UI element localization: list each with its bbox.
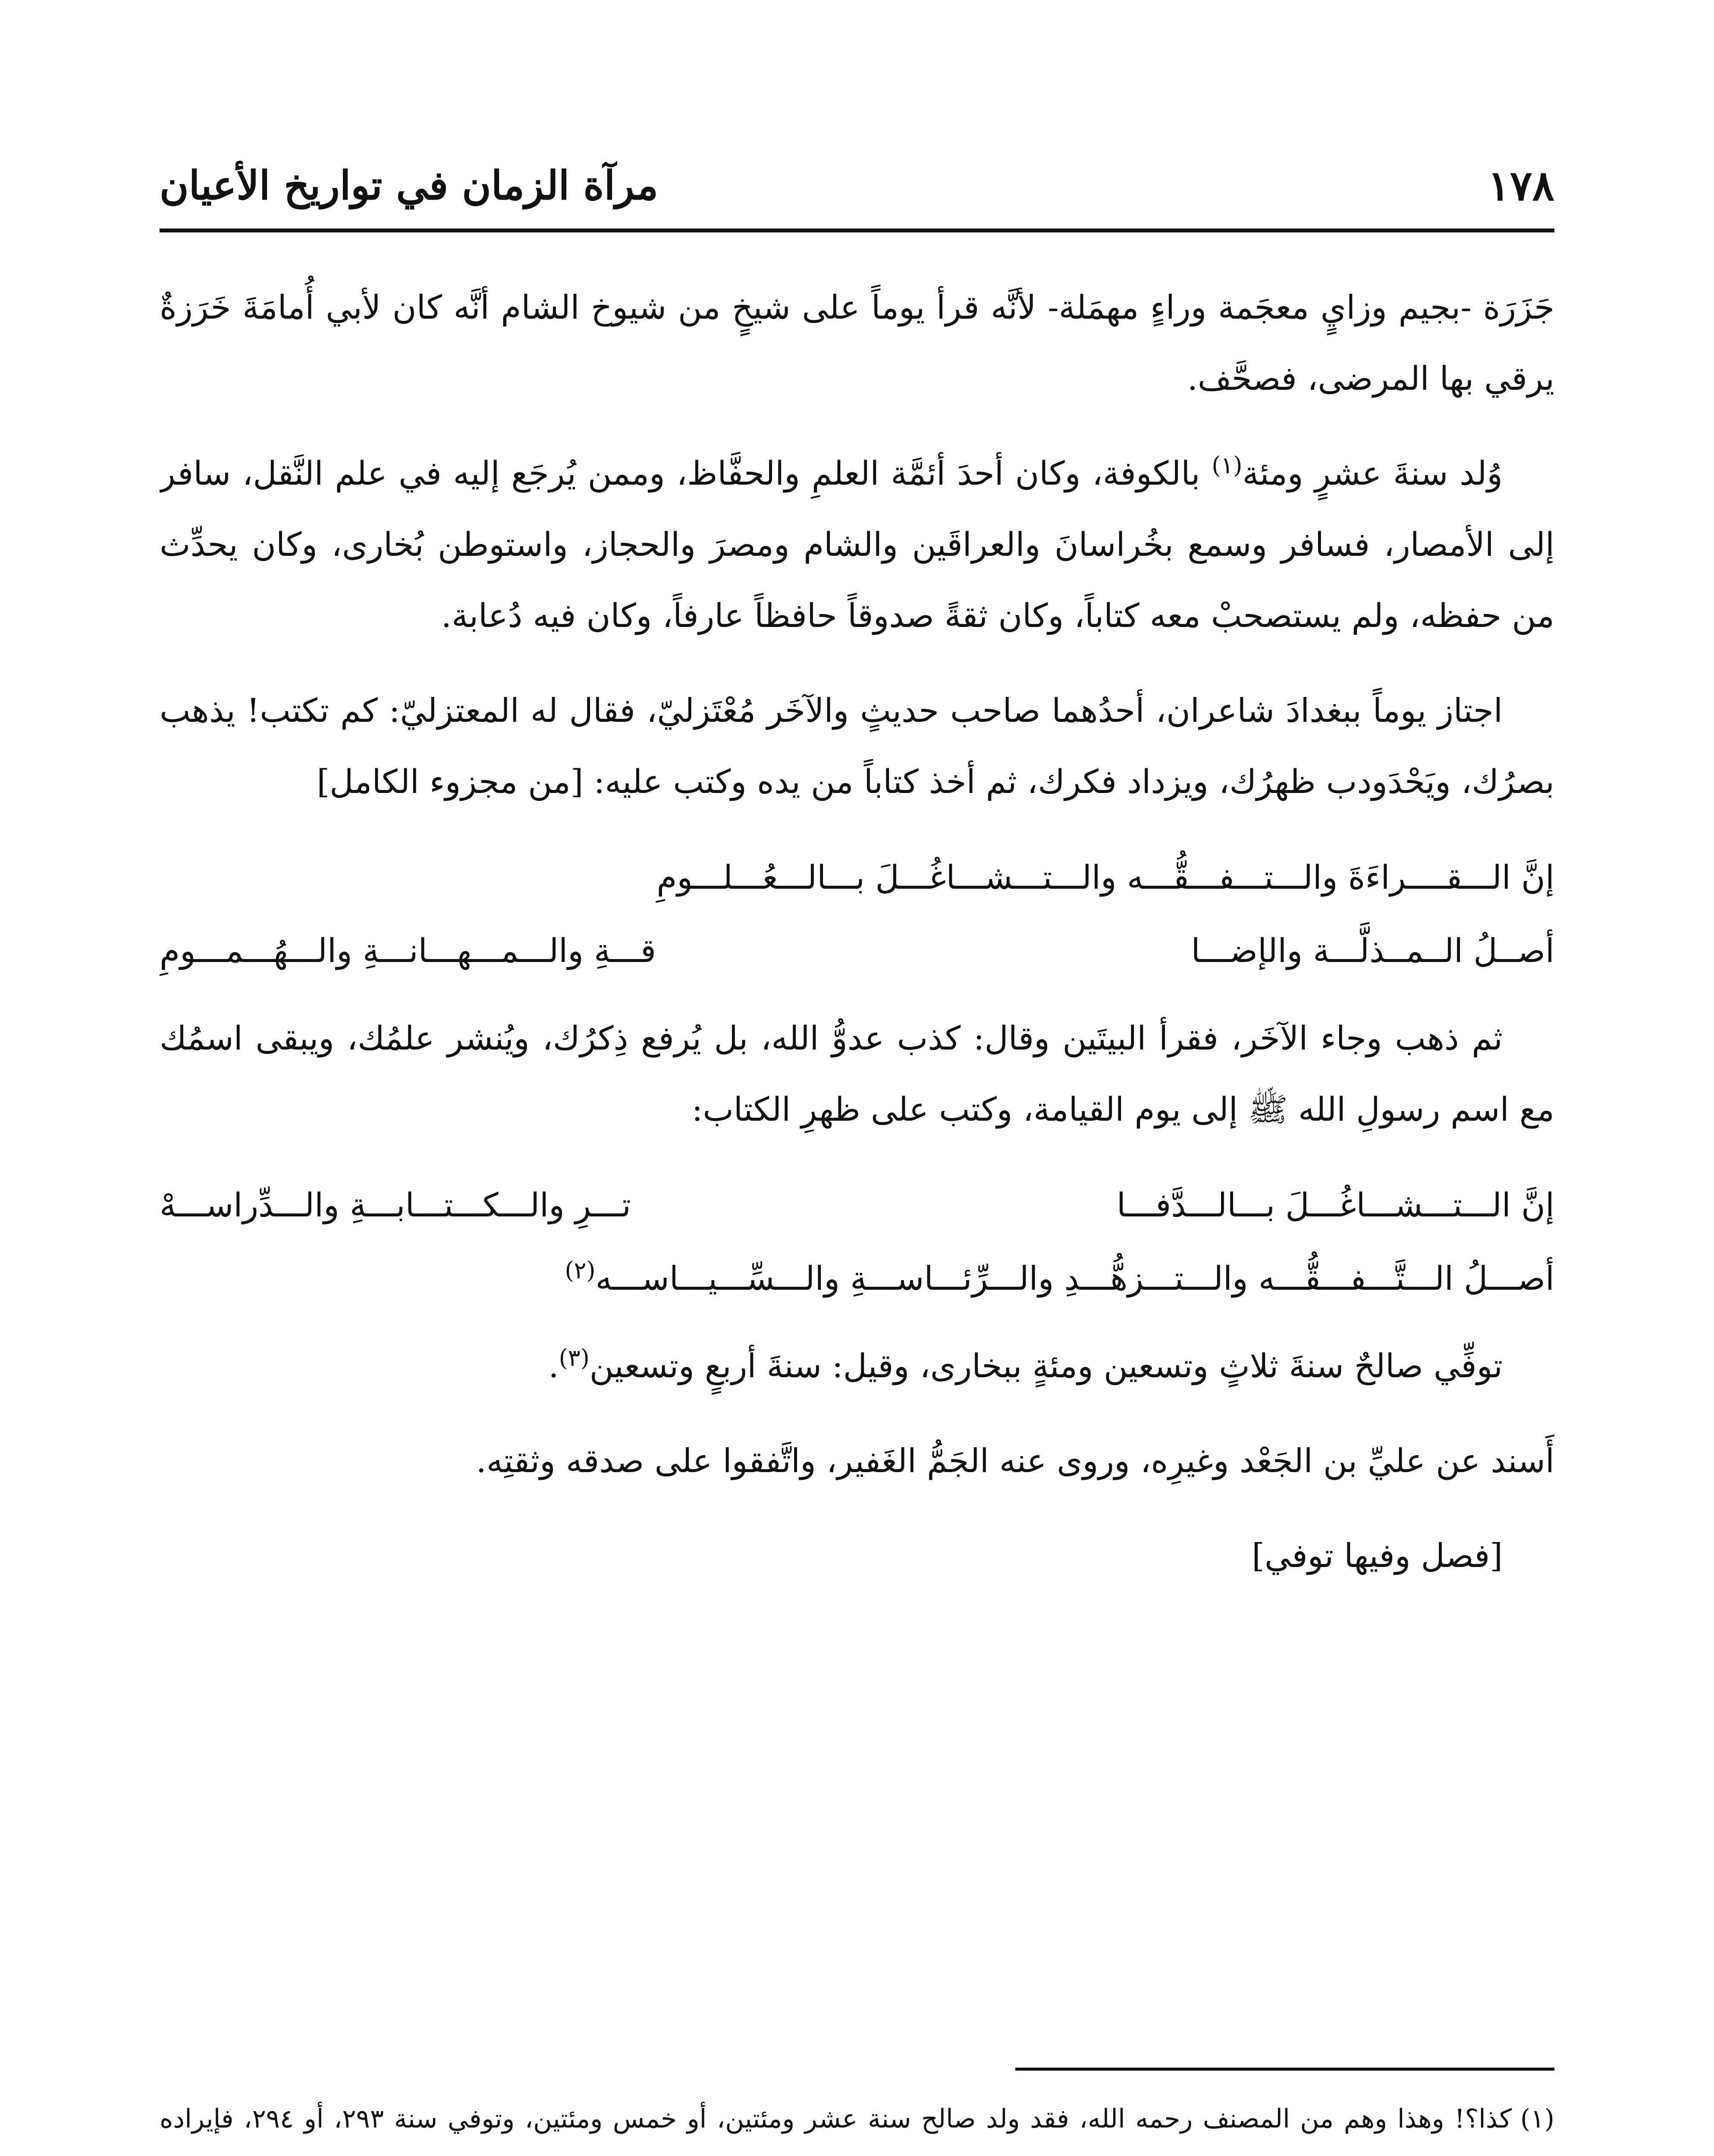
verse-hemistich [565, 1242, 1554, 1315]
verse-line [160, 841, 1554, 914]
page-number: ١٧٨ [1488, 161, 1554, 210]
footnote-1 [160, 2091, 1554, 2156]
verse-hemistich-text: أصـــلُ الـــتَّـــفـــقُّـــه والـــتـــزهُّـــدِ والـــرِّئـــاســـةِ والـــسِّـــيـــاســـه [595, 1259, 1554, 1297]
book-title: مرآة الزمان في تواريخ الأعيان [160, 162, 659, 209]
verse-hemistich: تـــرِ والـــكـــتـــابـــةِ والـــدِّراســـهْ [160, 1186, 631, 1224]
section-heading: [فصل وفيها توفي] [1252, 1536, 1503, 1575]
verse-hemistich: إنَّ الـــتـــشـــاغُـــلَ بـــالـــدَّفـــا [1116, 1186, 1554, 1224]
verse-block-1 [160, 841, 1554, 987]
verse-hemistich: قـــةِ والـــمـــهـــانـــةِ والـــهُـــمـــومِ [160, 931, 656, 970]
verse-line [160, 914, 1554, 987]
paragraph-4: ثم ذهب وجاء الآخَر، فقرأ البيتَين وقال: كذب عدوُّ الله، بل يُرفع ذِكرُك، ويُنشر علمُك، ويبقى اسمُك مع اسم رسولِ الله ﷺ إلى يوم القيامة، وكتب على ظهرِ الكتاب: [160, 1019, 1554, 1128]
paragraph-1: جَزَرَة -بجيم وزايٍ معجَمة وراءٍ مهمَلة- لأنَّه قرأ يوماً على شيخٍ من شيوخ الشام أنَّه كان لأبي أُمامَةَ خَرَزةٌ يرقي بها المرضى، فصحَّف. [160, 288, 1554, 398]
paragraph-6: أَسند عن عليِّ بن الجَعْد وغيرِه، وروى عنه الجَمُّ الغَفير، واتَّفقوا على صدقه وثقتِه. [476, 1442, 1554, 1480]
paragraph-5-text: توفِّي صالحٌ سنةَ ثلاثٍ وتسعين ومئةٍ ببخارى، وقيل: سنةَ أربعٍ وتسعين [589, 1347, 1503, 1385]
footnote-marker-2: (٢) [565, 1257, 596, 1284]
footnotes [160, 2091, 1554, 2156]
paragraph-3-text: اجتاز يوماً ببغدادَ شاعران، أحدُهما صاحب حديثٍ والآخَر مُعْتَزليّ، فقال له المعتزليّ: كم تكتب! يذهب بصرُك، ويَحْدَودب ظهرُك، ويزداد فكرك، ثم أخذ كتاباً من يده وكتب عليه: [160, 691, 1554, 801]
footnote-marker-1: (١) [1212, 451, 1243, 479]
page-header [160, 142, 1554, 232]
paragraph-2 [160, 438, 1554, 651]
meter-note: [من مجزوء الكامل] [317, 762, 584, 801]
verse-line [160, 1242, 1554, 1315]
footnote-divider [1015, 2068, 1554, 2071]
footnote-number: (١) [1520, 2104, 1554, 2134]
paragraph-5 [160, 1330, 1554, 1401]
footnote-marker-3: (٣) [559, 1344, 590, 1372]
paragraph-3 [160, 675, 1554, 817]
paragraph-2-start: وُلد سنةَ عشرٍ ومئة [1242, 454, 1503, 492]
verse-block-2 [160, 1169, 1554, 1315]
main-text [160, 272, 1554, 2048]
verse-hemistich: إنَّ الـــقــــراءَةَ والـــتـــفـــقُّـــه والـــتـــشـــاغُـــلَ بـــالـــعُـــلـــومِ [656, 858, 1554, 896]
verse-hemistich: أصــلُ الــمــذلَّـــة والإضـــا [1191, 931, 1554, 970]
paragraph-2-rest: بالكوفة، وكان أحدَ أئمَّة العلمِ والحفَّاظ، وممن يُرجَع إليه في علم النَّقل، سافر إلى الأمصار، فسافر وسمع بخُراسانَ والعراقَين والشام ومصرَ والحجاز، واستوطن بُخارى، وكان يحدِّث من حفظه، ولم يستصحبْ معه كتاباً، وكان ثقةً صدوقاً حافظاً عارفاً، وكان فيه دُعابة. [160, 454, 1554, 635]
paragraph-5-end: . [548, 1347, 559, 1385]
verse-line [160, 1169, 1554, 1242]
footnote-text: كذا؟! وهذا وهم من المصنف رحمه الله، فقد ولد صالح سنة عشر ومئتين، أو خمس ومئتين، وتوفي سنة ٢٩٣، أو ٢٩٤، فإيراده [160, 2104, 1512, 2134]
